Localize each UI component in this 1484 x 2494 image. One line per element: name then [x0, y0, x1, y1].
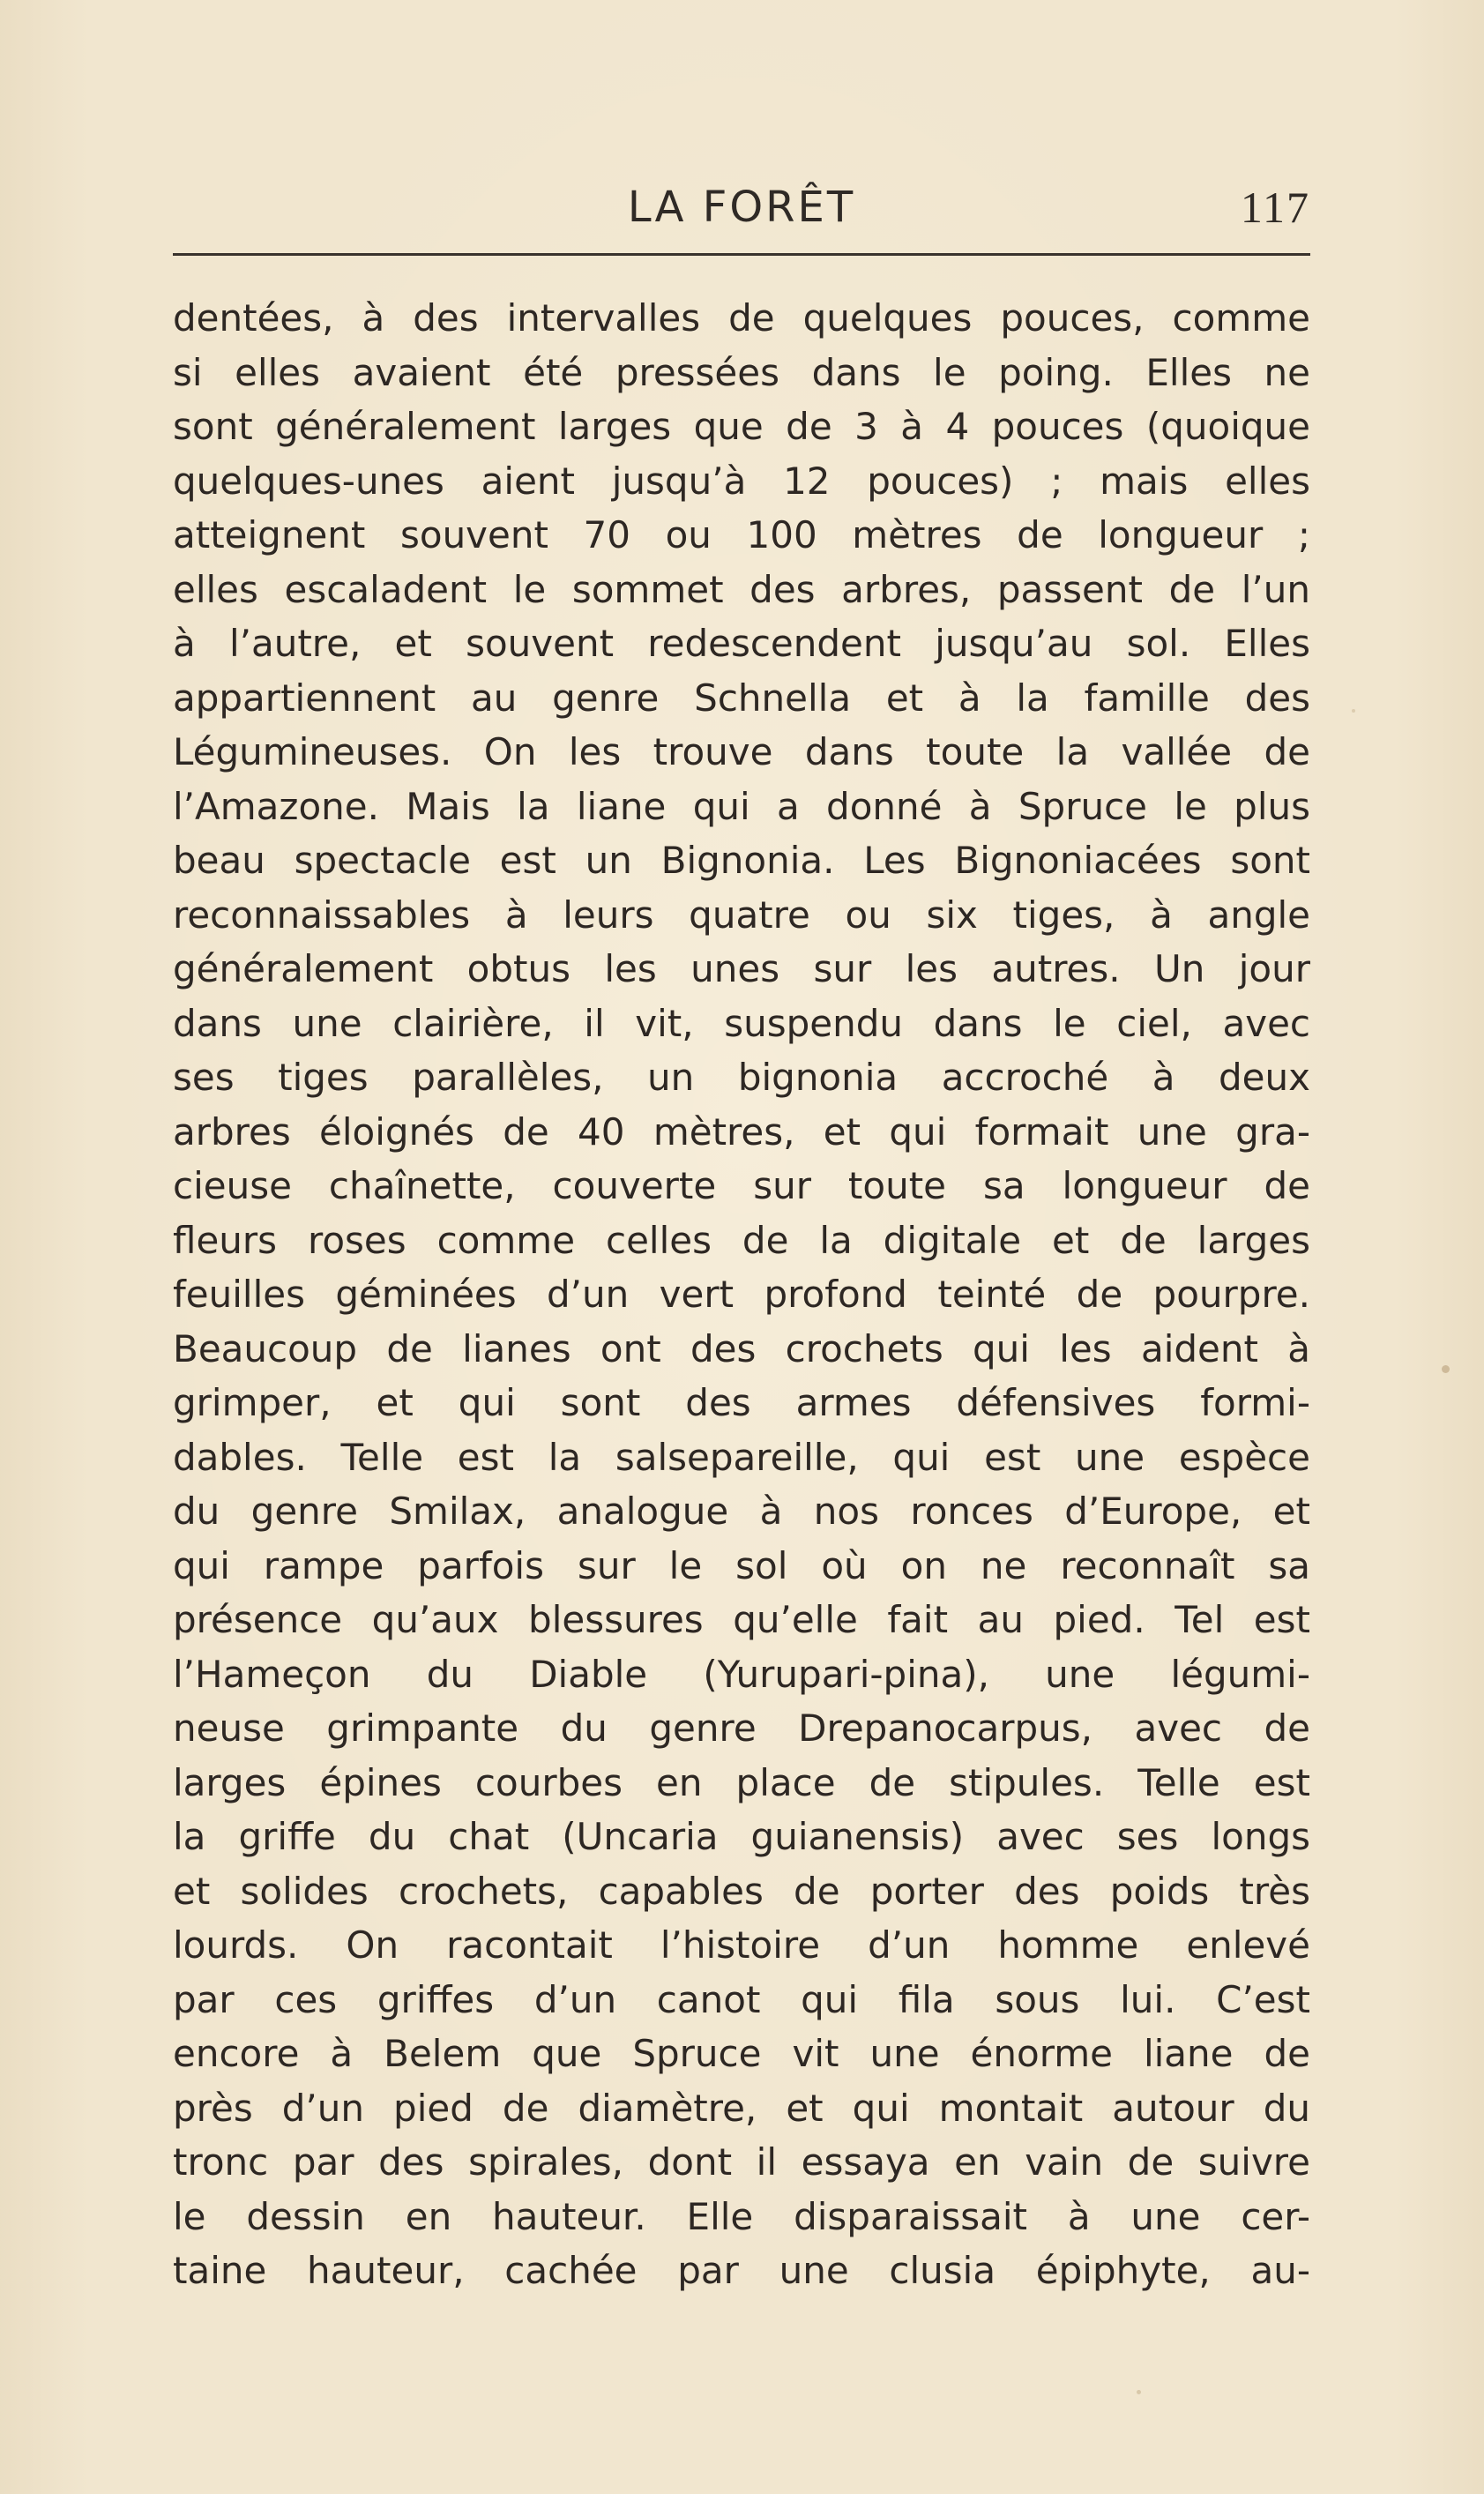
paper-speck — [1137, 2390, 1141, 2394]
text-line: dentées, à des intervalles de quelques pouces, comme — [173, 296, 1310, 340]
text-line: sont généralement larges que de 3 à 4 pouces (quoique — [173, 405, 1310, 448]
text-line: grimper, et qui sont des armes défensives formi- — [173, 1381, 1310, 1424]
text-line: tronc par des spirales, dont il essaya en vain de suivre — [173, 2140, 1310, 2184]
text-line: quelques-unes aient jusqu’à 12 pouces) ; mais elles — [173, 459, 1310, 503]
text-line: près d’un pied de diamètre, et qui montait autour du — [173, 2086, 1310, 2130]
text-line: dans une clairière, il vit, suspendu dans le ciel, avec — [173, 1001, 1310, 1045]
text-line: beau spectacle est un Bignonia. Les Bignoniacées sont — [173, 839, 1310, 882]
text-line: si elles avaient été pressées dans le poing. Elles ne — [173, 350, 1310, 394]
body-text — [173, 291, 1310, 2298]
text-line: atteignent souvent 70 ou 100 mètres de longueur ; — [173, 513, 1310, 556]
text-line: elles escaladent le sommet des arbres, passent de l’un — [173, 567, 1310, 611]
text-line: la griffe du chat (Uncaria guianensis) avec ses longs — [173, 1815, 1310, 1858]
text-line: le dessin en hauteur. Elle disparaissait à une cer- — [173, 2194, 1310, 2238]
text-line: l’Hameçon du Diable (Yurupari-pina), une légumi- — [173, 1652, 1310, 1696]
text-line: neuse grimpante du genre Drepanocarpus, avec de — [173, 1706, 1310, 1750]
running-head-title: LA FORÊT — [627, 183, 856, 232]
text-line: et solides crochets, capables de porter des poids très — [173, 1869, 1310, 1913]
text-line: Beaucoup de lianes ont des crochets qui les aident à — [173, 1326, 1310, 1370]
text-line: encore à Belem que Spruce vit une énorme liane de — [173, 2032, 1310, 2075]
text-line: l’Amazone. Mais la liane qui a donné à Spruce le plus — [173, 784, 1310, 828]
text-line: cieuse chaînette, couverte sur toute sa longueur de — [173, 1164, 1310, 1207]
text-line: ses tiges parallèles, un bignonia accroché à deux — [173, 1056, 1310, 1099]
text-line: fleurs roses comme celles de la digitale et de larges — [173, 1218, 1310, 1262]
text-line: arbres éloignés de 40 mètres, et qui formait une gra- — [173, 1109, 1310, 1154]
text-line: présence qu’aux blessures qu’elle fait au pied. Tel est — [173, 1598, 1310, 1641]
text-line: dables. Telle est la salsepareille, qui est une espèce — [173, 1435, 1310, 1479]
text-line: du genre Smilax, analogue à nos ronces d’Europe, et — [173, 1490, 1310, 1533]
text-line: taine hauteur, cachée par une clusia épiphyte, au- — [173, 2249, 1310, 2292]
text-line: reconnaissables à leurs quatre ou six tiges, à angle — [173, 892, 1310, 937]
paper-speck — [1352, 709, 1355, 713]
text-line: lourds. On racontait l’histoire d’un homme enlevé — [173, 1923, 1310, 1967]
header-rule — [173, 253, 1310, 256]
running-head — [173, 176, 1310, 238]
text-line: généralement obtus les unes sur les autres. Un jour — [173, 947, 1310, 990]
text-line: feuilles géminées d’un vert profond teinté de pourpre. — [173, 1273, 1310, 1316]
text-line: à l’autre, et souvent redescendent jusqu’au sol. Elles — [173, 622, 1310, 665]
text-line: larges épines courbes en place de stipules. Telle est — [173, 1760, 1310, 1804]
paper-speck — [1442, 1365, 1450, 1373]
text-line: qui rampe parfois sur le sol où on ne reconnaît sa — [173, 1543, 1310, 1587]
text-line: Légumineuses. On les trouve dans toute la vallée de — [173, 730, 1310, 773]
text-line: appartiennent au genre Schnella et à la famille des — [173, 676, 1310, 720]
text-line: par ces griffes d’un canot qui fila sous lui. C’est — [173, 1977, 1310, 2021]
page-number: 117 — [1240, 183, 1310, 232]
